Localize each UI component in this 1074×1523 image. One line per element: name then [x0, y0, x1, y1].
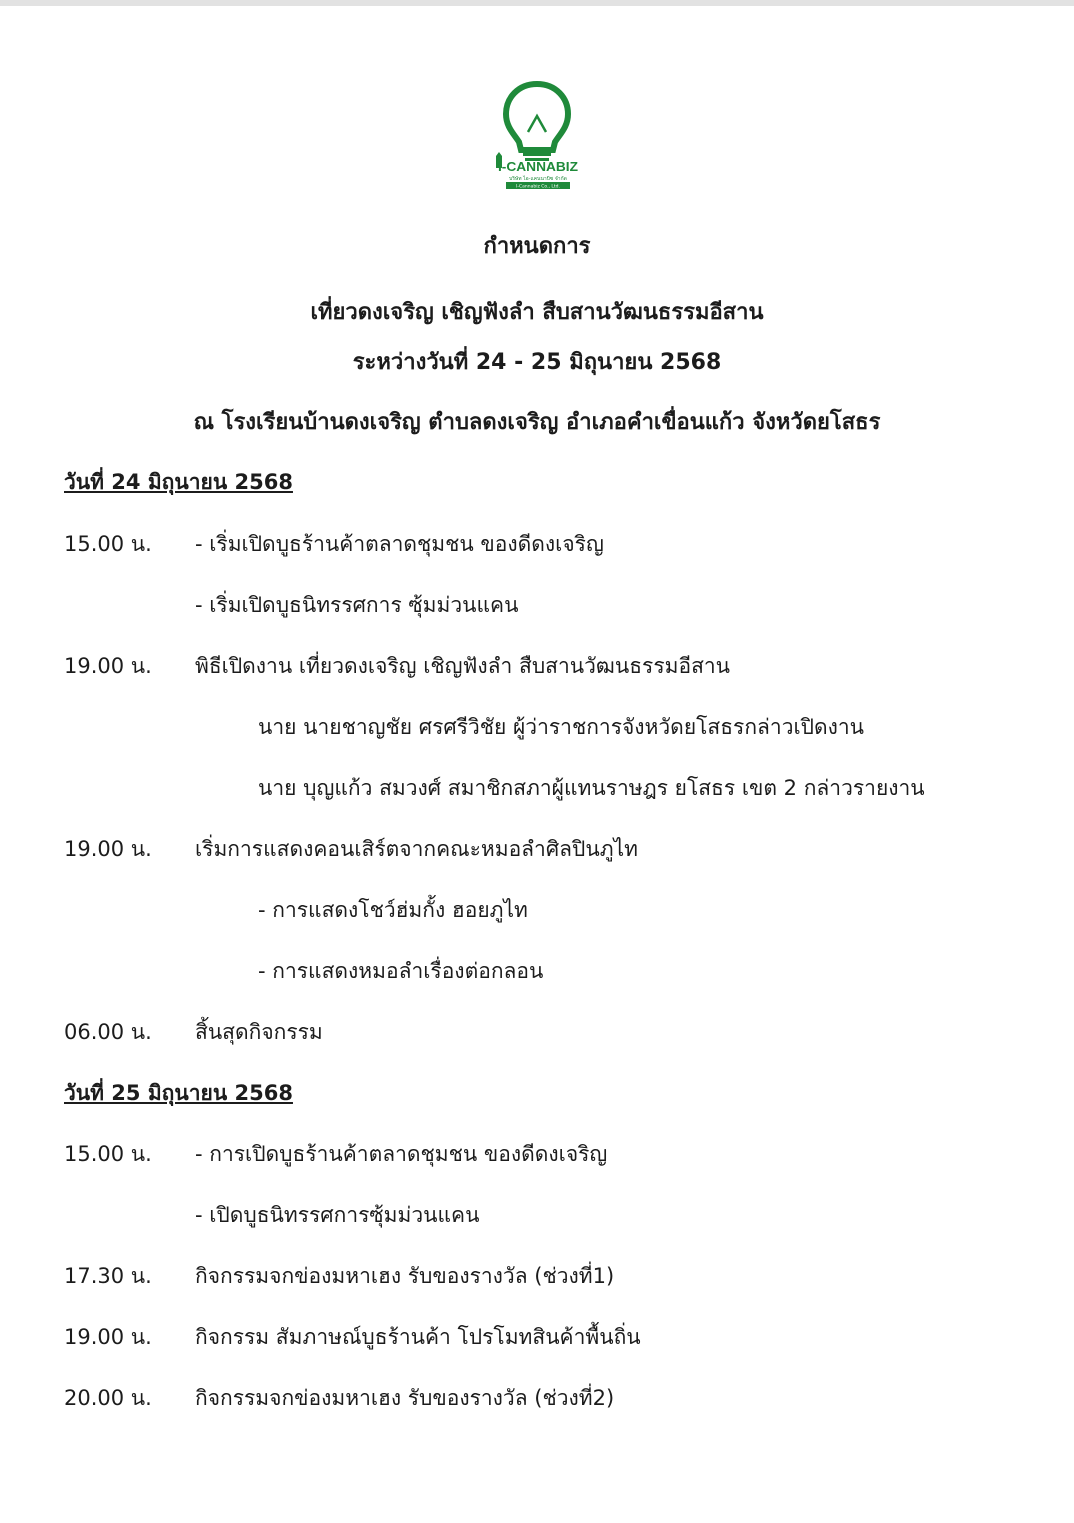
schedule-item: นาย บุญแก้ว สมวงศ์ สมาชิกสภาผู้แทนราษฎร ยโสธร เขต 2 กล่าวรายงาน [258, 776, 925, 800]
schedule-time: 19.00 น. [64, 654, 152, 678]
schedule-item: กิจกรรม สัมภาษณ์บูธร้านค้า โปรโมทสินค้าพื้นถิ่น [195, 1325, 641, 1349]
schedule-item: เริ่มการแสดงคอนเสิร์ตจากคณะหมอลำศิลปินภูไท [195, 837, 638, 861]
schedule-item: - เริ่มเปิดบูธร้านค้าตลาดชุมชน ของดีดงเจริญ [195, 532, 604, 556]
logo-company-thai: บริษัท ไอ-แคนนาบิซ จำกัด [509, 176, 567, 182]
company-logo [484, 72, 590, 190]
schedule-time: 19.00 น. [64, 1325, 152, 1349]
doc-title: กำหนดการ [483, 234, 591, 259]
schedule-item: - เริ่มเปิดบูธนิทรรศการ ซุ้มม่วนแคน [195, 593, 519, 617]
schedule-item: - การเปิดบูธร้านค้าตลาดชุมชน ของดีดงเจริญ [195, 1142, 608, 1166]
schedule-item: กิจกรรมจกข่องมหาเฮง รับของรางวัล (ช่วงที่1) [195, 1264, 615, 1288]
lightbulb-icon [484, 72, 590, 190]
schedule-time: 15.00 น. [64, 532, 152, 556]
schedule-item: - การแสดงโชว์ฮ่มกั้ง ฮอยภูไท [258, 898, 528, 922]
schedule-time: 19.00 น. [64, 837, 152, 861]
top-edge-bar [0, 0, 1074, 6]
schedule-item: กิจกรรมจกข่องมหาเฮง รับของรางวัล (ช่วงที่2) [195, 1386, 615, 1410]
logo-brand: I-CANNABIZ [498, 159, 579, 174]
schedule-time: 15.00 น. [64, 1142, 152, 1166]
day-heading: วันที่ 24 มิถุนายน 2568 [64, 470, 293, 494]
schedule-item: - เปิดบูธนิทรรศการซุ้มม่วนแคน [195, 1203, 480, 1227]
event-title: เที่ยวดงเจริญ เชิญฟังลำ สืบสานวัฒนธรรมอีสาน [310, 300, 764, 325]
schedule-item: นาย นายชาญชัย ศรศรีวิชัย ผู้ว่าราชการจังหวัดยโสธรกล่าวเปิดงาน [258, 715, 865, 739]
event-venue: ณ โรงเรียนบ้านดงเจริญ ตำบลดงเจริญ อำเภอคำเขื่อนแก้ว จังหวัดยโสธร [193, 410, 881, 435]
schedule-item: พิธีเปิดงาน เที่ยวดงเจริญ เชิญฟังลำ สืบสานวัฒนธรรมอีสาน [195, 654, 731, 678]
schedule-item: - การแสดงหมอลำเรื่องต่อกลอน [258, 959, 544, 983]
schedule-time: 20.00 น. [64, 1386, 152, 1410]
schedule-time: 06.00 น. [64, 1020, 152, 1044]
schedule-item: สิ้นสุดกิจกรรม [195, 1020, 323, 1044]
day-heading: วันที่ 25 มิถุนายน 2568 [64, 1081, 293, 1105]
event-dates: ระหว่างวันที่ 24 - 25 มิถุนายน 2568 [352, 350, 722, 375]
schedule-time: 17.30 น. [64, 1264, 152, 1288]
logo-company-en: I-Cannabiz Co., Ltd. [516, 184, 560, 190]
